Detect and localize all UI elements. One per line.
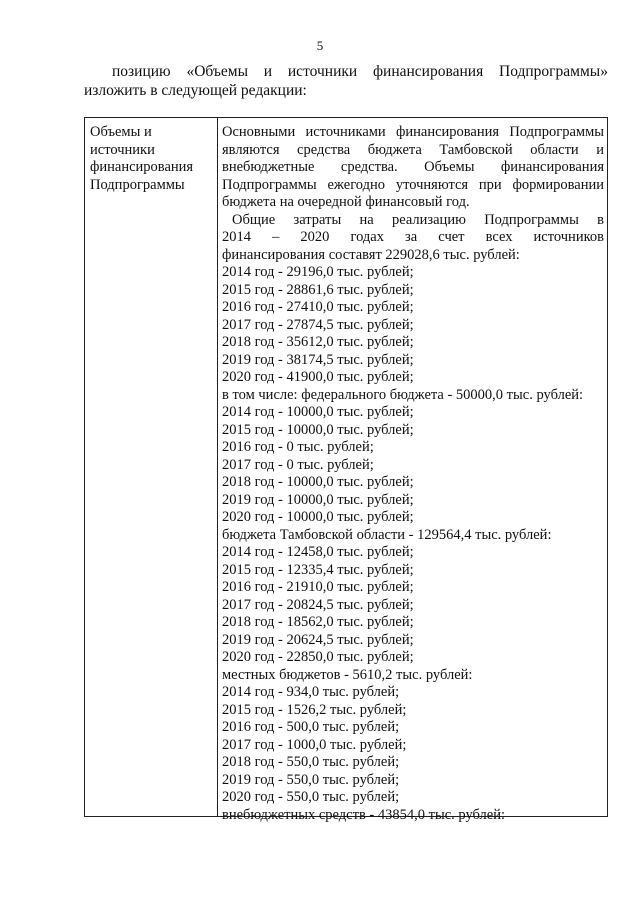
sources-paragraph: Основными источниками финансирования Подпрограммы являются средства бюджета Тамбовской области и внебюджетные средства. Объемы финансирования Подпрограммы ежегодно уточняются при формировании бюджета на очередной финансовый год. <box>222 124 604 210</box>
total-word: за <box>405 229 418 245</box>
total-word: Подпрограммы <box>484 211 579 228</box>
year-line: 2015 год - 28861,6 тыс. рублей; <box>222 281 414 298</box>
intro-paragraph <box>84 62 608 100</box>
total-word: на <box>359 211 374 228</box>
intro-word: Подпрограммы» <box>499 63 608 80</box>
total-line-1 <box>222 212 604 230</box>
intro-word: источники <box>287 63 358 80</box>
total-word: затраты <box>293 211 342 228</box>
intro-word: «Объемы <box>186 63 248 80</box>
local-heading: местных бюджетов - 5610,2 тыс. рублей: <box>222 666 473 683</box>
year-line: 2016 год - 21910,0 тыс. рублей; <box>222 579 414 595</box>
year-line: 2019 год - 10000,0 тыс. рублей; <box>222 491 414 508</box>
year-line: 2018 год - 550,0 тыс. рублей; <box>222 754 400 770</box>
total-word: счет <box>438 229 465 245</box>
column-divider <box>217 118 218 816</box>
year-line: 2020 год - 550,0 тыс. рублей; <box>222 789 400 805</box>
year-line: 2017 год - 20824,5 тыс. рублей; <box>222 596 414 613</box>
page-number: 5 <box>316 38 324 53</box>
year-line: 2018 год - 10000,0 тыс. рублей; <box>222 474 414 490</box>
total-word: источников <box>533 229 604 245</box>
year-line: 2018 год - 18562,0 тыс. рублей; <box>222 614 414 630</box>
year-line: 2015 год - 1526,2 тыс. рублей; <box>222 701 407 718</box>
year-line: 2019 год - 38174,5 тыс. рублей; <box>222 351 414 368</box>
year-line: 2017 год - 0 тыс. рублей; <box>222 456 374 473</box>
year-line: 2014 год - 29196,0 тыс. рублей; <box>222 264 414 280</box>
year-line: 2014 год - 10000,0 тыс. рублей; <box>222 404 414 420</box>
year-line: 2019 год - 20624,5 тыс. рублей; <box>222 631 414 648</box>
year-line: 2017 год - 1000,0 тыс. рублей; <box>222 736 407 753</box>
total-word: реализацию <box>391 211 466 228</box>
intro-line-1 <box>84 62 608 81</box>
year-line: 2017 год - 27874,5 тыс. рублей; <box>222 316 414 333</box>
total-word: 2014 <box>222 229 251 245</box>
intro-word: финансирования <box>373 63 484 80</box>
year-line: 2015 год - 10000,0 тыс. рублей; <box>222 421 414 438</box>
left-label-line: Объемы и <box>90 124 152 140</box>
year-line: 2020 год - 22850,0 тыс. рублей; <box>222 649 414 665</box>
intro-word: позицию <box>112 63 171 80</box>
total-word: годах <box>350 229 384 245</box>
year-line: 2014 год - 12458,0 тыс. рублей; <box>222 544 414 560</box>
left-label-line: источники <box>90 141 155 158</box>
year-line: 2019 год - 550,0 тыс. рублей; <box>222 771 400 788</box>
financing-table <box>84 117 608 823</box>
year-line: 2020 год - 41900,0 тыс. рублей; <box>222 369 414 385</box>
year-line: 2016 год - 500,0 тыс. рублей; <box>222 719 400 735</box>
total-word: всех <box>485 229 513 245</box>
total-word: 2020 <box>300 229 330 245</box>
total-line-3: финансирования составят 229028,6 тыс. рублей: <box>222 246 520 263</box>
year-line: 2016 год - 0 тыс. рублей; <box>222 439 374 455</box>
total-word: в <box>597 211 604 228</box>
table-right-cell <box>222 124 604 824</box>
left-label-line: финансирования <box>90 159 194 175</box>
left-label-line: Подпрограммы <box>90 176 185 193</box>
total-line-2 <box>222 229 604 247</box>
year-line: 2016 год - 27410,0 тыс. рублей; <box>222 299 414 315</box>
total-word: – <box>272 229 280 245</box>
federal-heading: в том числе: федерального бюджета - 50000,0 тыс. рублей: <box>222 386 584 403</box>
total-word: Общие <box>232 211 276 228</box>
year-line: 2020 год - 10000,0 тыс. рублей; <box>222 509 414 525</box>
table-left-cell <box>90 124 214 194</box>
year-line: 2015 год - 12335,4 тыс. рублей; <box>222 561 414 578</box>
year-line: 2014 год - 934,0 тыс. рублей; <box>222 684 400 700</box>
intro-line-2: изложить в следующей редакции: <box>84 82 307 99</box>
extrabudgetary-heading: внебюджетных средств - 43854,0 тыс. рублей: <box>222 806 505 823</box>
regional-heading: бюджета Тамбовской области - 129564,4 тыс. рублей: <box>222 526 552 543</box>
intro-word: и <box>263 63 273 80</box>
year-line: 2018 год - 35612,0 тыс. рублей; <box>222 334 414 350</box>
